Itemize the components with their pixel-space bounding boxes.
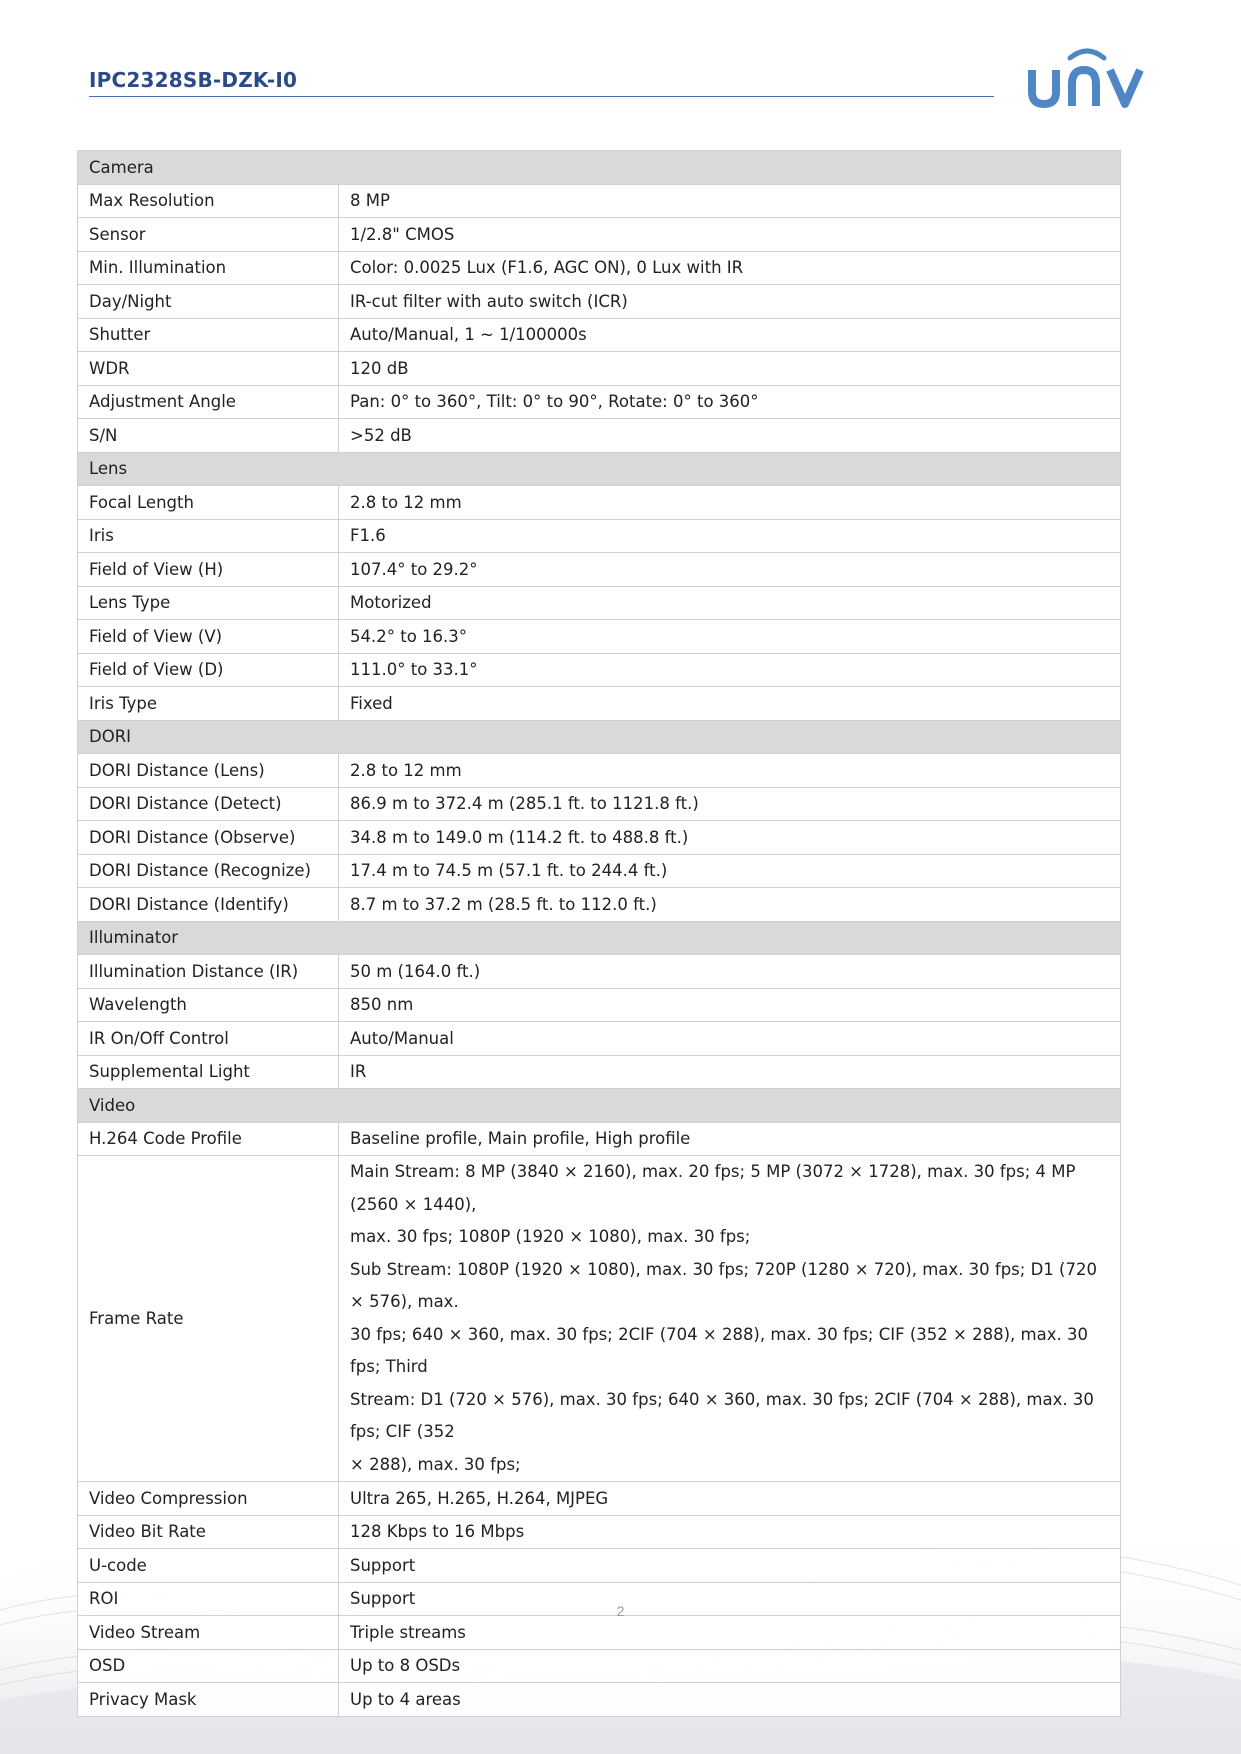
spec-value: Ultra 265, H.265, H.264, MJPEG <box>339 1482 1121 1516</box>
spec-value: IR-cut filter with auto switch (ICR) <box>339 285 1121 319</box>
spec-value: >52 dB <box>339 419 1121 453</box>
spec-value: Baseline profile, Main profile, High profile <box>339 1122 1121 1156</box>
spec-value: 111.0° to 33.1° <box>339 653 1121 687</box>
spec-label: ROI <box>78 1582 339 1616</box>
spec-label: Frame Rate <box>78 1156 339 1482</box>
section-title: Illuminator <box>78 921 1121 955</box>
frame-rate-line: Sub Stream: 1080P (1920 × 1080), max. 30 fps; 720P (1280 × 720), max. 30 fps; D1 (720 × 576), max. <box>350 1259 1097 1311</box>
frame-rate-line: Main Stream: 8 MP (3840 × 2160), max. 20 fps; 5 MP (3072 × 1728), max. 30 fps; 4 MP (2560 × 1440), <box>350 1162 1076 1214</box>
spec-value: 2.8 to 12 mm <box>339 486 1121 520</box>
spec-value: 50 m (164.0 ft.) <box>339 955 1121 989</box>
spec-label: Supplemental Light <box>78 1055 339 1089</box>
frame-rate-line: 30 fps; 640 × 360, max. 30 fps; 2CIF (704 × 288), max. 30 fps; CIF (352 × 288), max. 30 fps; Third <box>350 1324 1088 1376</box>
spec-label: Privacy Mask <box>78 1683 339 1717</box>
table-row <box>78 888 1121 922</box>
spec-label: Lens Type <box>78 586 339 620</box>
spec-value: F1.6 <box>339 519 1121 553</box>
table-row <box>78 1055 1121 1089</box>
table-row <box>78 184 1121 218</box>
spec-value: Auto/Manual, 1 ~ 1/100000s <box>339 318 1121 352</box>
spec-label: Illumination Distance (IR) <box>78 955 339 989</box>
spec-value: 34.8 m to 149.0 m (114.2 ft. to 488.8 ft.) <box>339 821 1121 855</box>
spec-label: Adjustment Angle <box>78 385 339 419</box>
table-row <box>78 218 1121 252</box>
spec-value: Fixed <box>339 687 1121 721</box>
spec-value: 850 nm <box>339 988 1121 1022</box>
table-row <box>78 318 1121 352</box>
spec-value: 120 dB <box>339 352 1121 386</box>
table-row <box>78 553 1121 587</box>
spec-value: Pan: 0° to 360°, Tilt: 0° to 90°, Rotate: 0° to 360° <box>339 385 1121 419</box>
spec-label: DORI Distance (Observe) <box>78 821 339 855</box>
spec-label: Wavelength <box>78 988 339 1022</box>
spec-value: 107.4° to 29.2° <box>339 553 1121 587</box>
spec-label: Iris <box>78 519 339 553</box>
spec-label: Video Stream <box>78 1616 339 1650</box>
spec-label: DORI Distance (Identify) <box>78 888 339 922</box>
spec-value-frame-rate <box>339 1156 1121 1482</box>
table-row <box>78 821 1121 855</box>
table-row <box>78 687 1121 721</box>
spec-label: OSD <box>78 1649 339 1683</box>
spec-label: DORI Distance (Lens) <box>78 754 339 788</box>
table-row <box>78 1616 1121 1650</box>
spec-value: Color: 0.0025 Lux (F1.6, AGC ON), 0 Lux with IR <box>339 251 1121 285</box>
header-divider <box>89 96 994 97</box>
spec-label: Field of View (V) <box>78 620 339 654</box>
spec-label: Day/Night <box>78 285 339 319</box>
spec-value: Auto/Manual <box>339 1022 1121 1056</box>
section-header-dori <box>78 720 1121 754</box>
table-row <box>78 486 1121 520</box>
spec-value: 54.2° to 16.3° <box>339 620 1121 654</box>
spec-value: Support <box>339 1549 1121 1583</box>
spec-value: 8.7 m to 37.2 m (28.5 ft. to 112.0 ft.) <box>339 888 1121 922</box>
section-header-lens <box>78 452 1121 486</box>
spec-label: Video Compression <box>78 1482 339 1516</box>
spec-value: Support <box>339 1582 1121 1616</box>
table-row <box>78 385 1121 419</box>
spec-label: DORI Distance (Recognize) <box>78 854 339 888</box>
spec-label: Focal Length <box>78 486 339 520</box>
table-row <box>78 251 1121 285</box>
table-row <box>78 620 1121 654</box>
table-row <box>78 754 1121 788</box>
section-title: Lens <box>78 452 1121 486</box>
table-row <box>78 519 1121 553</box>
spec-label: Shutter <box>78 318 339 352</box>
table-row <box>78 586 1121 620</box>
table-row <box>78 1515 1121 1549</box>
section-title: DORI <box>78 720 1121 754</box>
frame-rate-line: Stream: D1 (720 × 576), max. 30 fps; 640 × 360, max. 30 fps; 2CIF (704 × 288), max. 30 fps; CIF (352 <box>350 1389 1094 1441</box>
spec-label: DORI Distance (Detect) <box>78 787 339 821</box>
spec-label: Max Resolution <box>78 184 339 218</box>
table-row <box>78 1156 1121 1482</box>
spec-value: IR <box>339 1055 1121 1089</box>
table-row <box>78 352 1121 386</box>
spec-label: S/N <box>78 419 339 453</box>
spec-value: 128 Kbps to 16 Mbps <box>339 1515 1121 1549</box>
spec-label: IR On/Off Control <box>78 1022 339 1056</box>
table-row <box>78 988 1121 1022</box>
frame-rate-line: max. 30 fps; 1080P (1920 × 1080), max. 30 fps; <box>350 1227 751 1246</box>
table-row <box>78 1649 1121 1683</box>
table-row <box>78 1482 1121 1516</box>
spec-value: 2.8 to 12 mm <box>339 754 1121 788</box>
section-header-camera <box>78 151 1121 185</box>
spec-label: Field of View (H) <box>78 553 339 587</box>
spec-label: H.264 Code Profile <box>78 1122 339 1156</box>
spec-label: Sensor <box>78 218 339 252</box>
table-row <box>78 1022 1121 1056</box>
table-row <box>78 1549 1121 1583</box>
spec-label: U-code <box>78 1549 339 1583</box>
spec-label: Min. Illumination <box>78 251 339 285</box>
spec-value: Up to 4 areas <box>339 1683 1121 1717</box>
table-row <box>78 419 1121 453</box>
spec-value: 86.9 m to 372.4 m (285.1 ft. to 1121.8 ft.) <box>339 787 1121 821</box>
spec-value: Triple streams <box>339 1616 1121 1650</box>
spec-label: Iris Type <box>78 687 339 721</box>
spec-table <box>77 150 1121 1717</box>
table-row <box>78 285 1121 319</box>
table-row <box>78 787 1121 821</box>
spec-value: Motorized <box>339 586 1121 620</box>
section-title: Video <box>78 1089 1121 1123</box>
spec-value: Up to 8 OSDs <box>339 1649 1121 1683</box>
product-model-title: IPC2328SB-DZK-I0 <box>89 68 298 92</box>
spec-label: Field of View (D) <box>78 653 339 687</box>
frame-rate-line: × 288), max. 30 fps; <box>350 1454 521 1474</box>
spec-label: WDR <box>78 352 339 386</box>
spec-label: Video Bit Rate <box>78 1515 339 1549</box>
table-row <box>78 1122 1121 1156</box>
table-row <box>78 854 1121 888</box>
spec-value: 17.4 m to 74.5 m (57.1 ft. to 244.4 ft.) <box>339 854 1121 888</box>
page-number: 2 <box>616 1603 625 1619</box>
section-header-video <box>78 1089 1121 1123</box>
spec-value: 8 MP <box>339 184 1121 218</box>
spec-value: 1/2.8" CMOS <box>339 218 1121 252</box>
table-row <box>78 955 1121 989</box>
unv-logo-icon <box>1026 42 1148 110</box>
section-title: Camera <box>78 151 1121 185</box>
table-row <box>78 1683 1121 1717</box>
table-row <box>78 653 1121 687</box>
section-header-illuminator <box>78 921 1121 955</box>
